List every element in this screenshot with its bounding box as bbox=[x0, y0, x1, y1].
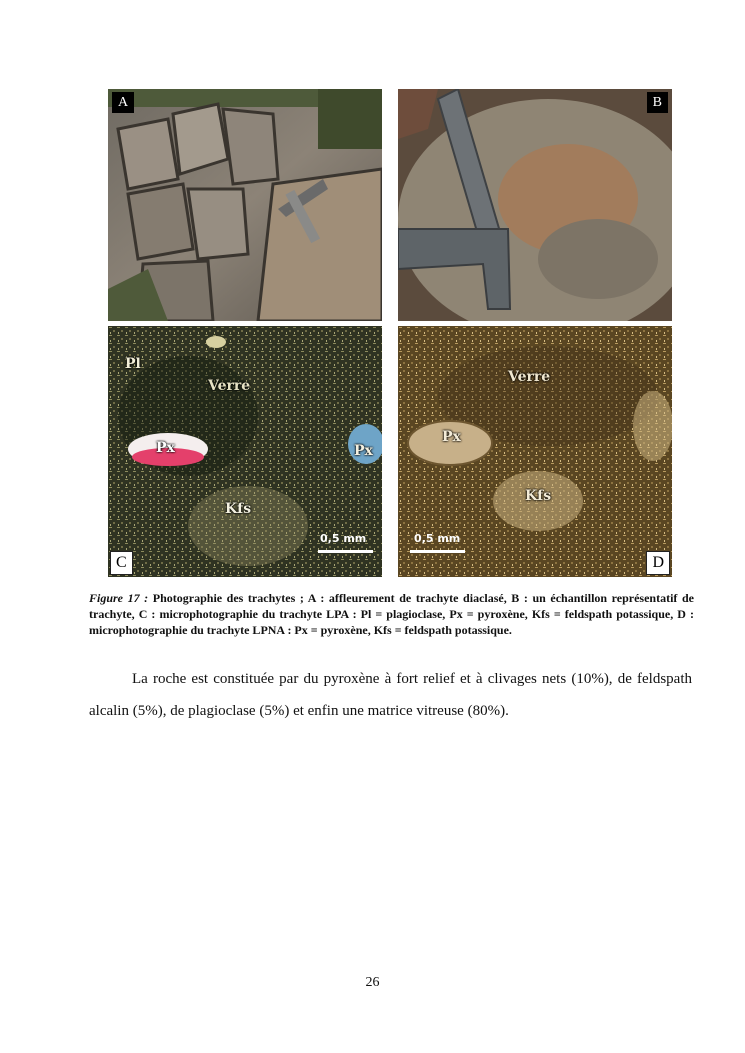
panel-b-letter: B bbox=[647, 92, 668, 113]
page-number: 26 bbox=[365, 975, 380, 990]
sample-photo bbox=[398, 89, 672, 321]
label-kfs: Kfs bbox=[525, 488, 552, 504]
panel-c-letter: C bbox=[110, 551, 133, 575]
outcrop-photo bbox=[108, 89, 382, 321]
label-px: Px bbox=[156, 440, 175, 456]
figure-number: Figure 17 : bbox=[89, 591, 149, 605]
panel-d-letter: D bbox=[646, 551, 670, 575]
photo-panel-a bbox=[108, 89, 382, 321]
figure-caption-text: Photographie des trachytes ; A : affleurement de trachyte diaclasé, B : un échantillon représentatif de trachyte, C : microphotographie du trachyte LPA : Pl = plagioclase, Px = pyroxène, Kfs = feldspath potassique, D : microphotographie du trachyte LPNA : Px = pyroxène, Kfs = feldspath potassique. bbox=[89, 591, 694, 637]
label-verre: Verre bbox=[208, 378, 251, 394]
scale-bar bbox=[318, 550, 373, 553]
label-pl: Pl bbox=[125, 356, 141, 372]
scale-bar bbox=[410, 550, 465, 553]
scale-label: 0,5 mm bbox=[414, 532, 461, 545]
label-verre: Verre bbox=[508, 369, 551, 385]
photo-panel-d bbox=[398, 326, 672, 577]
panel-a-letter: A bbox=[112, 92, 134, 113]
body-paragraph: La roche est constituée par du pyroxène à fort relief et à clivages nets (10%), de feldspath alcalin (5%), de plagioclase (5%) et enfin une matrice vitreuse (80%). bbox=[89, 671, 692, 719]
label-px-2: Px bbox=[354, 443, 373, 459]
photo-panel-b bbox=[398, 89, 672, 321]
figure-caption bbox=[89, 590, 694, 638]
label-kfs: Kfs bbox=[225, 501, 252, 517]
photo-panel-c bbox=[108, 326, 382, 577]
scale-label: 0,5 mm bbox=[320, 532, 367, 545]
label-px: Px bbox=[442, 429, 461, 445]
